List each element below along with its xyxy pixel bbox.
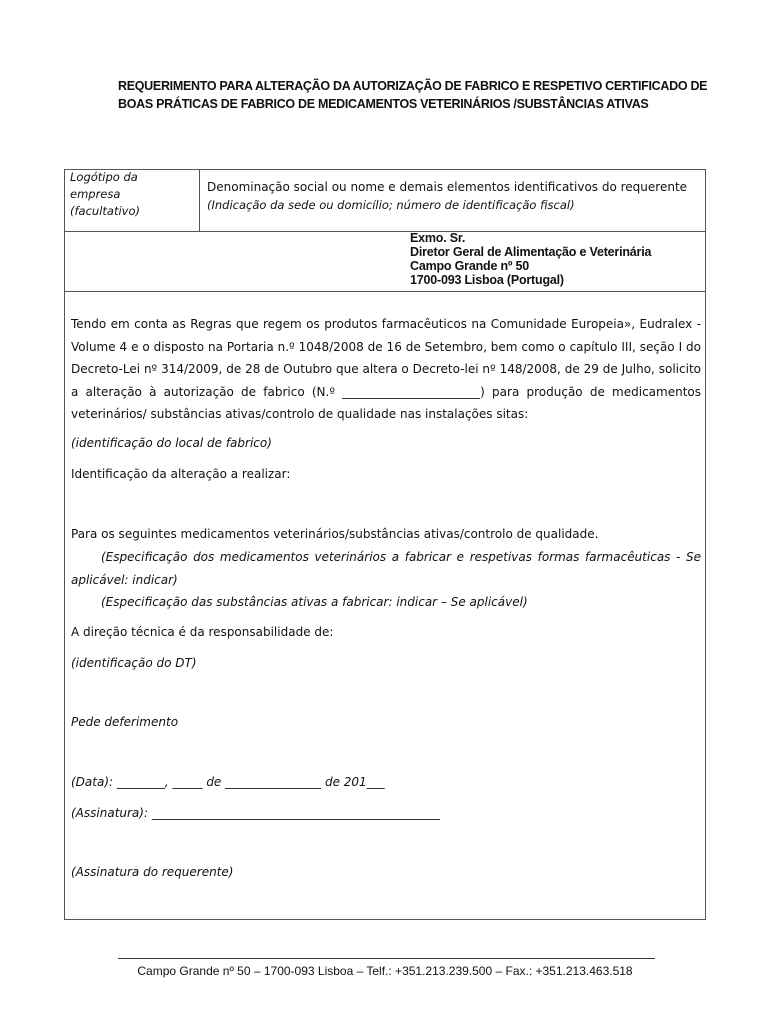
- requester-cell: [207, 178, 703, 214]
- requester-label: Denominação social ou nome e demais elementos identificativos do requerente: [207, 180, 688, 194]
- title-line-1: REQUERIMENTO PARA ALTERAÇÃO DA AUTORIZAÇÃO DE FABRICO E RESPETIVO CERTIFICADO DE: [118, 79, 708, 93]
- medicines-specification: (Especificação dos medicamentos veterinários a fabricar e respetivas formas farmacêuticas - Se aplicável: indicar): [71, 550, 701, 587]
- document-title: [118, 77, 718, 113]
- addressee-line-4: 1700-093 Lisboa (Portugal): [410, 273, 564, 287]
- addressee-line-3: Campo Grande nº 50: [410, 259, 530, 273]
- title-line-2: BOAS PRÁTICAS DE FABRICO DE MEDICAMENTOS VETERINÁRIOS /SUBSTÂNCIAS ATIVAS: [118, 97, 649, 111]
- logo-label-3: (facultativo): [70, 204, 140, 218]
- intro-paragraph: Tendo em conta as Regras que regem os produtos farmacêuticos na Comunidade Europeia», Eudralex - Volume 4 e o disposto na Portaria n.º 1048/2008 de 16 de Setembro, bem como o capítulo III, seção I do Decreto-Lei nº 314/2009, de 28 de Outubro que altera o Decreto-lei nº 148/2008, de 29 de Julho, solicito a alteração à autorização de fabrico (N.º _______________________) para produção de medicamentos veterinários/ substâncias ativas/controlo de qualidade nas instalações sitas:: [71, 317, 701, 421]
- addressee-line-2: Diretor Geral de Alimentação e Veterinária: [410, 245, 652, 259]
- substances-specification: (Especificação das substâncias ativas a fabricar: indicar – Se aplicável): [101, 595, 528, 609]
- dt-identification: (identificação do DT): [71, 656, 197, 670]
- logo-label-2: empresa: [70, 187, 121, 201]
- products-intro: Para os seguintes medicamentos veterinários/substâncias ativas/controlo de qualidade.: [71, 527, 599, 541]
- header-row: [65, 170, 705, 232]
- footer-divider: [118, 958, 655, 959]
- applicant-signature-label: (Assinatura do requerente): [71, 865, 234, 879]
- date-field[interactable]: (Data): ________, _____ de ________________ de 201___: [71, 775, 385, 789]
- change-identification: Identificação da alteração a realizar:: [71, 467, 291, 481]
- form-box: [64, 169, 706, 920]
- requester-note: (Indicação da sede ou domicílio; número de identificação fiscal): [207, 198, 575, 212]
- addressee-row: [65, 231, 705, 292]
- addressee-line-1: Exmo. Sr.: [410, 231, 466, 245]
- addressee-block: [410, 231, 651, 287]
- logo-cell: [65, 170, 200, 231]
- footer-address: Campo Grande nº 50 – 1700-093 Lisboa – Telf.: +351.213.239.500 – Fax.: +351.213.463.518: [137, 964, 633, 978]
- request-line: Pede deferimento: [71, 715, 179, 729]
- site-identification: (identificação do local de fabrico): [71, 436, 272, 450]
- technical-direction: A direção técnica é da responsabilidade de:: [71, 625, 334, 639]
- signature-field[interactable]: (Assinatura): ________________________________________________: [71, 806, 440, 820]
- logo-label-1: Logótipo da: [70, 170, 138, 184]
